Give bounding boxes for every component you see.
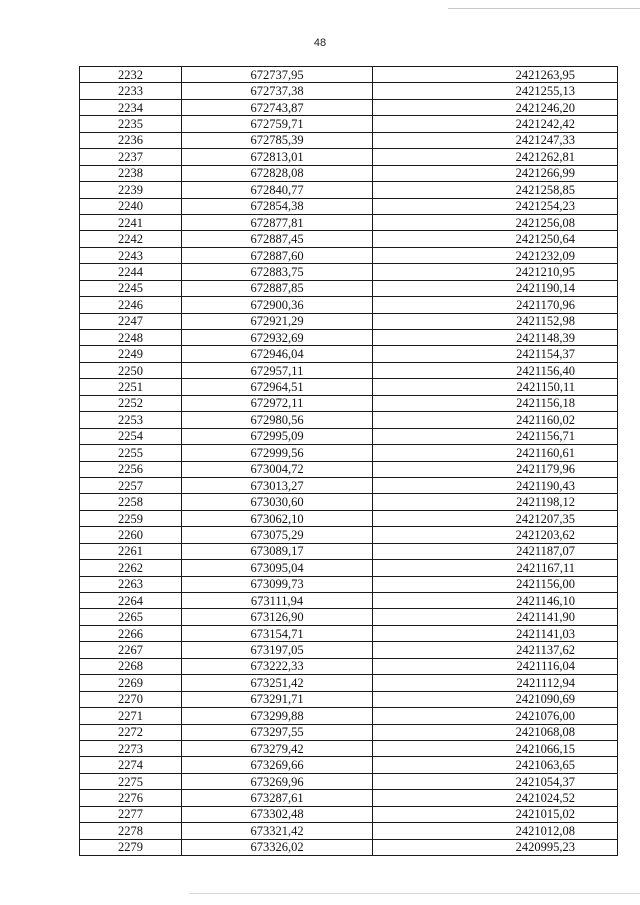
table-row <box>80 609 618 625</box>
x-coordinate-cell: 673095,04 <box>182 560 373 576</box>
table-row <box>80 593 618 609</box>
page-number: 48 <box>313 37 327 49</box>
x-coordinate-cell: 673279,42 <box>182 740 373 756</box>
y-coordinate-cell: 2421054,37 <box>373 773 618 789</box>
table-row <box>80 247 618 263</box>
table-row <box>80 625 618 641</box>
y-coordinate-cell: 2421179,96 <box>373 461 618 477</box>
point-number-cell: 2259 <box>80 510 182 526</box>
x-coordinate-cell: 673251,42 <box>182 675 373 691</box>
y-coordinate-cell: 2421112,94 <box>373 675 618 691</box>
table-row <box>80 757 618 773</box>
point-number-cell: 2243 <box>80 247 182 263</box>
y-coordinate-cell: 2421203,62 <box>373 527 618 543</box>
y-coordinate-cell: 2421156,71 <box>373 428 618 444</box>
point-number-cell: 2265 <box>80 609 182 625</box>
x-coordinate-cell: 672813,01 <box>182 149 373 165</box>
x-coordinate-cell: 672737,95 <box>182 67 373 83</box>
y-coordinate-cell: 2421116,04 <box>373 658 618 674</box>
table-row <box>80 83 618 99</box>
x-coordinate-cell: 673099,73 <box>182 576 373 592</box>
table-row <box>80 231 618 247</box>
point-number-cell: 2242 <box>80 231 182 247</box>
y-coordinate-cell: 2421063,65 <box>373 757 618 773</box>
x-coordinate-cell: 672883,75 <box>182 264 373 280</box>
x-coordinate-cell: 673269,66 <box>182 757 373 773</box>
x-coordinate-cell: 673222,33 <box>182 658 373 674</box>
x-coordinate-cell: 672946,04 <box>182 346 373 362</box>
x-coordinate-cell: 673154,71 <box>182 625 373 641</box>
table-row <box>80 395 618 411</box>
point-number-cell: 2237 <box>80 149 182 165</box>
table-row <box>80 773 618 789</box>
table-row <box>80 445 618 461</box>
point-number-cell: 2268 <box>80 658 182 674</box>
coordinates-table <box>79 66 618 856</box>
table-row <box>80 576 618 592</box>
table-row <box>80 675 618 691</box>
point-number-cell: 2274 <box>80 757 182 773</box>
point-number-cell: 2258 <box>80 494 182 510</box>
point-number-cell: 2234 <box>80 99 182 115</box>
table-row <box>80 379 618 395</box>
table-row <box>80 264 618 280</box>
x-coordinate-cell: 672980,56 <box>182 412 373 428</box>
point-number-cell: 2252 <box>80 395 182 411</box>
point-number-cell: 2235 <box>80 116 182 132</box>
x-coordinate-cell: 672921,29 <box>182 313 373 329</box>
table-row <box>80 116 618 132</box>
x-coordinate-cell: 672887,45 <box>182 231 373 247</box>
table-row <box>80 708 618 724</box>
x-coordinate-cell: 673287,61 <box>182 790 373 806</box>
x-coordinate-cell: 672932,69 <box>182 330 373 346</box>
y-coordinate-cell: 2421090,69 <box>373 691 618 707</box>
point-number-cell: 2262 <box>80 560 182 576</box>
x-coordinate-cell: 672900,36 <box>182 297 373 313</box>
table-row <box>80 658 618 674</box>
table-row <box>80 461 618 477</box>
y-coordinate-cell: 2421167,11 <box>373 560 618 576</box>
table-row <box>80 67 618 83</box>
table-row <box>80 412 618 428</box>
x-coordinate-cell: 673004,72 <box>182 461 373 477</box>
x-coordinate-cell: 673291,71 <box>182 691 373 707</box>
point-number-cell: 2241 <box>80 214 182 230</box>
x-coordinate-cell: 673326,02 <box>182 839 373 855</box>
table-row <box>80 724 618 740</box>
point-number-cell: 2272 <box>80 724 182 740</box>
y-coordinate-cell: 2421068,08 <box>373 724 618 740</box>
table-row <box>80 99 618 115</box>
x-coordinate-cell: 673030,60 <box>182 494 373 510</box>
y-coordinate-cell: 2421242,42 <box>373 116 618 132</box>
x-coordinate-cell: 672957,11 <box>182 362 373 378</box>
y-coordinate-cell: 2421187,07 <box>373 543 618 559</box>
point-number-cell: 2249 <box>80 346 182 362</box>
y-coordinate-cell: 2421141,90 <box>373 609 618 625</box>
point-number-cell: 2255 <box>80 445 182 461</box>
y-coordinate-cell: 2421247,33 <box>373 132 618 148</box>
x-coordinate-cell: 672854,38 <box>182 198 373 214</box>
x-coordinate-cell: 672972,11 <box>182 395 373 411</box>
y-coordinate-cell: 2421198,12 <box>373 494 618 510</box>
point-number-cell: 2273 <box>80 740 182 756</box>
x-coordinate-cell: 673269,96 <box>182 773 373 789</box>
y-coordinate-cell: 2421207,35 <box>373 510 618 526</box>
point-number-cell: 2232 <box>80 67 182 83</box>
point-number-cell: 2247 <box>80 313 182 329</box>
table-row <box>80 182 618 198</box>
table-row <box>80 313 618 329</box>
point-number-cell: 2276 <box>80 790 182 806</box>
point-number-cell: 2270 <box>80 691 182 707</box>
y-coordinate-cell: 2421066,15 <box>373 740 618 756</box>
table-row <box>80 214 618 230</box>
x-coordinate-cell: 672785,39 <box>182 132 373 148</box>
table-row <box>80 790 618 806</box>
table-row <box>80 560 618 576</box>
point-number-cell: 2264 <box>80 593 182 609</box>
x-coordinate-cell: 672995,09 <box>182 428 373 444</box>
point-number-cell: 2256 <box>80 461 182 477</box>
y-coordinate-cell: 2421170,96 <box>373 297 618 313</box>
point-number-cell: 2275 <box>80 773 182 789</box>
table-row <box>80 362 618 378</box>
point-number-cell: 2278 <box>80 823 182 839</box>
table-row <box>80 740 618 756</box>
y-coordinate-cell: 2421146,10 <box>373 593 618 609</box>
point-number-cell: 2246 <box>80 297 182 313</box>
table-row <box>80 280 618 296</box>
scan-edge-bottom <box>190 893 640 894</box>
point-number-cell: 2254 <box>80 428 182 444</box>
point-number-cell: 2271 <box>80 708 182 724</box>
y-coordinate-cell: 2421150,11 <box>373 379 618 395</box>
coordinates-table-body <box>80 67 618 856</box>
y-coordinate-cell: 2421190,43 <box>373 477 618 493</box>
point-number-cell: 2233 <box>80 83 182 99</box>
y-coordinate-cell: 2421148,39 <box>373 330 618 346</box>
x-coordinate-cell: 672737,38 <box>182 83 373 99</box>
table-row <box>80 543 618 559</box>
table-row <box>80 428 618 444</box>
y-coordinate-cell: 2421232,09 <box>373 247 618 263</box>
y-coordinate-cell: 2421154,37 <box>373 346 618 362</box>
y-coordinate-cell: 2421160,61 <box>373 445 618 461</box>
y-coordinate-cell: 2421266,99 <box>373 165 618 181</box>
table-row <box>80 149 618 165</box>
y-coordinate-cell: 2421012,08 <box>373 823 618 839</box>
y-coordinate-cell: 2420995,23 <box>373 839 618 855</box>
x-coordinate-cell: 672964,51 <box>182 379 373 395</box>
point-number-cell: 2279 <box>80 839 182 855</box>
table-row <box>80 510 618 526</box>
point-number-cell: 2238 <box>80 165 182 181</box>
point-number-cell: 2236 <box>80 132 182 148</box>
table-row <box>80 642 618 658</box>
y-coordinate-cell: 2421024,52 <box>373 790 618 806</box>
y-coordinate-cell: 2421250,64 <box>373 231 618 247</box>
y-coordinate-cell: 2421262,81 <box>373 149 618 165</box>
point-number-cell: 2257 <box>80 477 182 493</box>
x-coordinate-cell: 673299,88 <box>182 708 373 724</box>
x-coordinate-cell: 673075,29 <box>182 527 373 543</box>
table-row <box>80 198 618 214</box>
point-number-cell: 2269 <box>80 675 182 691</box>
y-coordinate-cell: 2421258,85 <box>373 182 618 198</box>
x-coordinate-cell: 673062,10 <box>182 510 373 526</box>
x-coordinate-cell: 673111,94 <box>182 593 373 609</box>
x-coordinate-cell: 672999,56 <box>182 445 373 461</box>
point-number-cell: 2250 <box>80 362 182 378</box>
x-coordinate-cell: 672877,81 <box>182 214 373 230</box>
y-coordinate-cell: 2421137,62 <box>373 642 618 658</box>
x-coordinate-cell: 672759,71 <box>182 116 373 132</box>
x-coordinate-cell: 673297,55 <box>182 724 373 740</box>
x-coordinate-cell: 673197,05 <box>182 642 373 658</box>
y-coordinate-cell: 2421015,02 <box>373 806 618 822</box>
y-coordinate-cell: 2421141,03 <box>373 625 618 641</box>
x-coordinate-cell: 673321,42 <box>182 823 373 839</box>
y-coordinate-cell: 2421256,08 <box>373 214 618 230</box>
y-coordinate-cell: 2421254,23 <box>373 198 618 214</box>
point-number-cell: 2266 <box>80 625 182 641</box>
y-coordinate-cell: 2421156,18 <box>373 395 618 411</box>
point-number-cell: 2267 <box>80 642 182 658</box>
y-coordinate-cell: 2421255,13 <box>373 83 618 99</box>
x-coordinate-cell: 673126,90 <box>182 609 373 625</box>
table-row <box>80 165 618 181</box>
table-row <box>80 346 618 362</box>
table-row <box>80 839 618 855</box>
table-row <box>80 132 618 148</box>
point-number-cell: 2261 <box>80 543 182 559</box>
y-coordinate-cell: 2421263,95 <box>373 67 618 83</box>
x-coordinate-cell: 673302,48 <box>182 806 373 822</box>
x-coordinate-cell: 673089,17 <box>182 543 373 559</box>
y-coordinate-cell: 2421210,95 <box>373 264 618 280</box>
scan-edge-top <box>448 8 640 9</box>
point-number-cell: 2248 <box>80 330 182 346</box>
y-coordinate-cell: 2421160,02 <box>373 412 618 428</box>
y-coordinate-cell: 2421152,98 <box>373 313 618 329</box>
table-row <box>80 477 618 493</box>
point-number-cell: 2245 <box>80 280 182 296</box>
x-coordinate-cell: 672828,08 <box>182 165 373 181</box>
table-row <box>80 691 618 707</box>
y-coordinate-cell: 2421190,14 <box>373 280 618 296</box>
y-coordinate-cell: 2421156,40 <box>373 362 618 378</box>
x-coordinate-cell: 672743,87 <box>182 99 373 115</box>
y-coordinate-cell: 2421076,00 <box>373 708 618 724</box>
point-number-cell: 2251 <box>80 379 182 395</box>
table-row <box>80 494 618 510</box>
point-number-cell: 2253 <box>80 412 182 428</box>
x-coordinate-cell: 672887,85 <box>182 280 373 296</box>
y-coordinate-cell: 2421246,20 <box>373 99 618 115</box>
point-number-cell: 2244 <box>80 264 182 280</box>
table-row <box>80 806 618 822</box>
x-coordinate-cell: 673013,27 <box>182 477 373 493</box>
point-number-cell: 2263 <box>80 576 182 592</box>
x-coordinate-cell: 672887,60 <box>182 247 373 263</box>
point-number-cell: 2239 <box>80 182 182 198</box>
table-row <box>80 823 618 839</box>
point-number-cell: 2277 <box>80 806 182 822</box>
point-number-cell: 2260 <box>80 527 182 543</box>
table-row <box>80 527 618 543</box>
y-coordinate-cell: 2421156,00 <box>373 576 618 592</box>
table-row <box>80 330 618 346</box>
point-number-cell: 2240 <box>80 198 182 214</box>
x-coordinate-cell: 672840,77 <box>182 182 373 198</box>
table-row <box>80 297 618 313</box>
